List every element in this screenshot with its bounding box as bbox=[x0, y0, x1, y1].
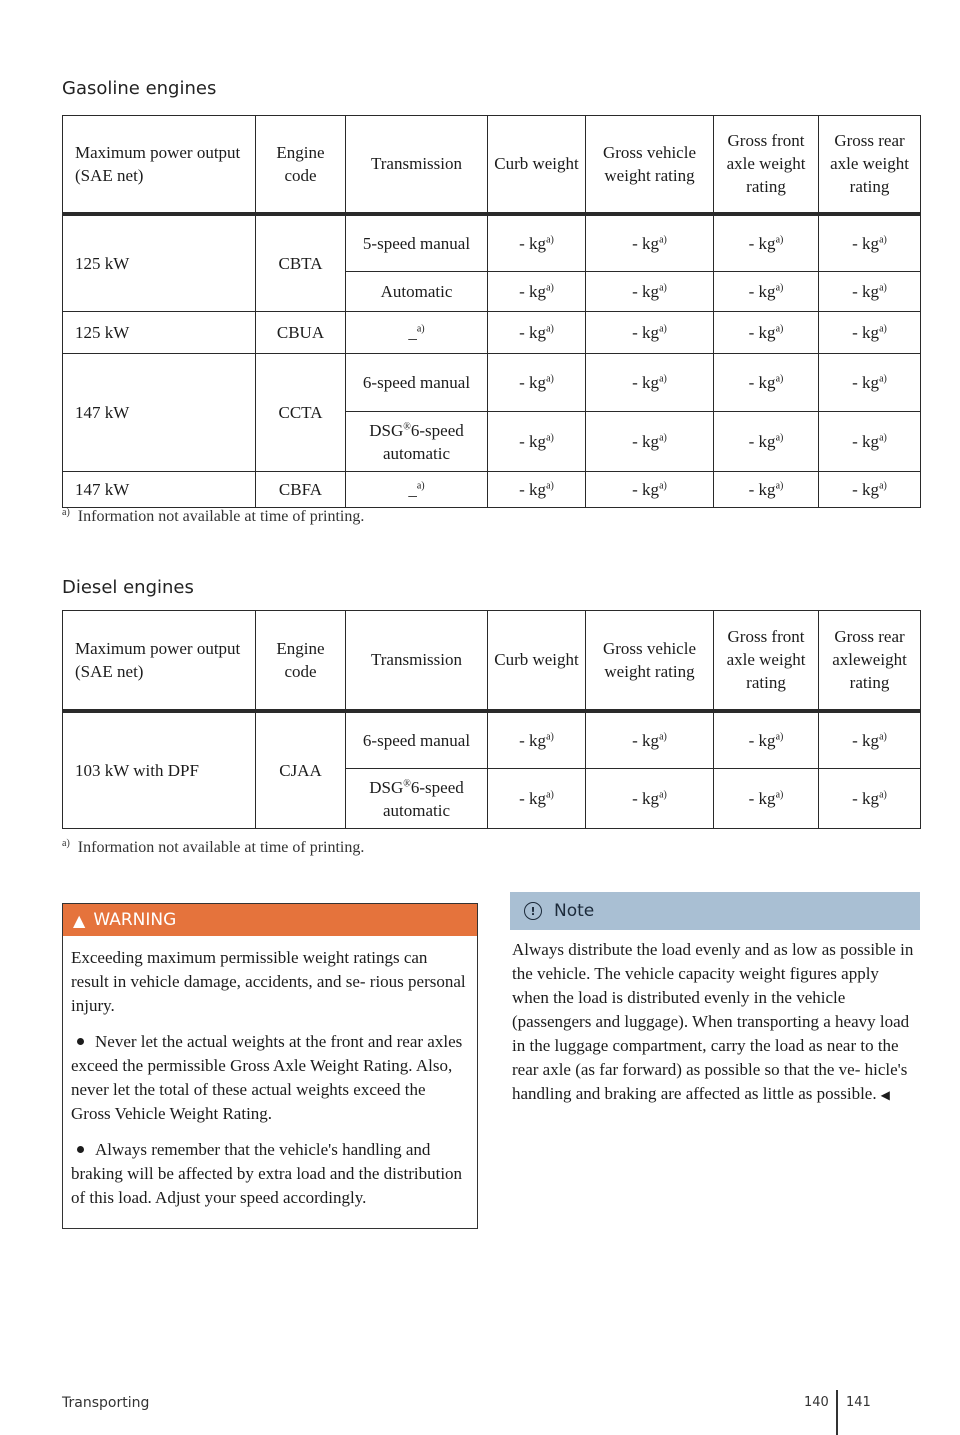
note-text: Always distribute the load evenly and as low as possible in the vehicle. The vehicle capacity weight figures apply when the load is distributed evenly in the vehicle (passengers and luggage). When transporting a heavy load in the luggage compartment, carry the load as near to the rear axle (as far forward) as possible so that the ve- hicle's handling and braking are affected as little as possible. bbox=[512, 940, 914, 1103]
curb-weight-cell: - $kg^{a)}$ bbox=[488, 412, 586, 472]
transmission-cell: 5-speed manual bbox=[346, 214, 488, 272]
curb-weight-cell: - $kg^{a)}$ bbox=[488, 312, 586, 354]
curb-weight-cell: - $kg^{a)}$ bbox=[488, 711, 586, 769]
engine-code-cell: CBUA bbox=[256, 312, 346, 354]
warning-intro: Exceeding maximum permissible weight ratings can result in vehicle damage, accidents, and se- rious personal injury. bbox=[71, 948, 466, 1015]
bullet-icon bbox=[77, 1146, 84, 1153]
diesel-footnote: $^{a)}$ Information not available at time of printing. bbox=[62, 837, 365, 856]
table-row bbox=[63, 472, 921, 508]
front-axle-cell: - $kg^{a)}$ bbox=[714, 769, 819, 829]
rear-axle-cell: - $kg^{a)}$ bbox=[819, 272, 921, 312]
col-header-front-axle: Gross front axle weight rating bbox=[714, 611, 819, 711]
col-header-front-axle: Gross front axle weight rating bbox=[714, 116, 819, 214]
transmission-cell: Automatic bbox=[346, 272, 488, 312]
warning-header bbox=[63, 904, 477, 936]
rear-axle-cell: - $kg^{a)}$ bbox=[819, 312, 921, 354]
col-header-curb-weight: Curb weight bbox=[488, 611, 586, 711]
gvwr-cell: - $kg^{a)}$ bbox=[586, 412, 714, 472]
warning-body bbox=[63, 936, 477, 1228]
transmission-cell: 6-speed manual bbox=[346, 711, 488, 769]
diesel-engines-table bbox=[62, 610, 921, 829]
col-header-rear-axle: Gross rear axle weight rating bbox=[819, 116, 921, 214]
table-row bbox=[63, 354, 921, 412]
note-title: Note bbox=[554, 901, 595, 921]
rear-axle-cell: - $kg^{a)}$ bbox=[819, 214, 921, 272]
gvwr-cell: - $kg^{a)}$ bbox=[586, 272, 714, 312]
warning-bullet: Always remember that the vehicle's handling and braking will be affected by extra load and the distribution of this load. Adjust your speed accordingly. bbox=[71, 1140, 463, 1207]
note-body bbox=[510, 930, 920, 1107]
rear-axle-cell: - $kg^{a)}$ bbox=[819, 769, 921, 829]
gasoline-footnote: $^{a)}$ Information not available at time of printing. bbox=[62, 506, 365, 525]
transmission-cell: 6-speed manual bbox=[346, 354, 488, 412]
engine-code-cell: CBFA bbox=[256, 472, 346, 508]
note-header bbox=[510, 892, 920, 930]
transmission-cell: DSG®6-speed automatic bbox=[346, 412, 488, 472]
curb-weight-cell: - $kg^{a)}$ bbox=[488, 769, 586, 829]
table-row bbox=[63, 214, 921, 272]
warning-box bbox=[62, 903, 478, 1229]
gasoline-engines-table bbox=[62, 115, 921, 508]
info-icon: ! bbox=[524, 902, 542, 920]
table-row bbox=[63, 312, 921, 354]
col-header-power: Maximum power output (SAE net) bbox=[63, 611, 256, 711]
table-row bbox=[63, 711, 921, 769]
table-header-row bbox=[63, 611, 921, 711]
transmission-cell: _$^{a)}$ bbox=[346, 312, 488, 354]
rear-axle-cell: - $kg^{a)}$ bbox=[819, 711, 921, 769]
gvwr-cell: - $kg^{a)}$ bbox=[586, 711, 714, 769]
col-header-transmission: Transmission bbox=[346, 116, 488, 214]
power-cell: 125 kW bbox=[63, 214, 256, 312]
page-separator bbox=[836, 1390, 838, 1435]
power-cell: 103 kW with DPF bbox=[63, 711, 256, 829]
col-header-transmission: Transmission bbox=[346, 611, 488, 711]
curb-weight-cell: - $kg^{a)}$ bbox=[488, 354, 586, 412]
front-axle-cell: - $kg^{a)}$ bbox=[714, 354, 819, 412]
gvwr-cell: - $kg^{a)}$ bbox=[586, 312, 714, 354]
col-header-engine-code: Engine code bbox=[256, 611, 346, 711]
power-cell: 147 kW bbox=[63, 354, 256, 472]
footer-section-name: Transporting bbox=[62, 1395, 150, 1411]
diesel-engines-title: Diesel engines bbox=[62, 577, 194, 598]
gvwr-cell: - $kg^{a)}$ bbox=[586, 472, 714, 508]
section-end-icon: ◀ bbox=[880, 1088, 890, 1102]
table-header-row bbox=[63, 116, 921, 214]
page-number-right: 141 bbox=[846, 1395, 871, 1410]
gasoline-engines-title: Gasoline engines bbox=[62, 78, 217, 99]
note-box bbox=[510, 892, 920, 1107]
curb-weight-cell: - $kg^{a)}$ bbox=[488, 272, 586, 312]
bullet-icon bbox=[77, 1038, 84, 1045]
col-header-rear-axle: Gross rear axleweight rating bbox=[819, 611, 921, 711]
rear-axle-cell: - $kg^{a)}$ bbox=[819, 354, 921, 412]
power-cell: 125 kW bbox=[63, 312, 256, 354]
front-axle-cell: - $kg^{a)}$ bbox=[714, 214, 819, 272]
curb-weight-cell: - $kg^{a)}$ bbox=[488, 472, 586, 508]
curb-weight-cell: - $kg^{a)}$ bbox=[488, 214, 586, 272]
gvwr-cell: - $kg^{a)}$ bbox=[586, 354, 714, 412]
col-header-curb-weight: Curb weight bbox=[488, 116, 586, 214]
col-header-engine-code: Engine code bbox=[256, 116, 346, 214]
col-header-gvwr: Gross vehicle weight rating bbox=[586, 116, 714, 214]
transmission-cell: _$^{a)}$ bbox=[346, 472, 488, 508]
power-cell: 147 kW bbox=[63, 472, 256, 508]
col-header-power: Maximum power output (SAE net) bbox=[63, 116, 256, 214]
engine-code-cell: CCTA bbox=[256, 354, 346, 472]
front-axle-cell: - $kg^{a)}$ bbox=[714, 711, 819, 769]
gvwr-cell: - $kg^{a)}$ bbox=[586, 769, 714, 829]
warning-title: WARNING bbox=[93, 910, 177, 930]
rear-axle-cell: - $kg^{a)}$ bbox=[819, 472, 921, 508]
front-axle-cell: - $kg^{a)}$ bbox=[714, 312, 819, 354]
rear-axle-cell: - $kg^{a)}$ bbox=[819, 412, 921, 472]
front-axle-cell: - $kg^{a)}$ bbox=[714, 412, 819, 472]
engine-code-cell: CBTA bbox=[256, 214, 346, 312]
col-header-gvwr: Gross vehicle weight rating bbox=[586, 611, 714, 711]
warning-bullet: Never let the actual weights at the front and rear axles exceed the permissible Gross Axle Weight Rating. Also, never let the total of these actual weights exceed the Gross Vehicle Weight Rating. bbox=[71, 1032, 463, 1123]
gvwr-cell: - $kg^{a)}$ bbox=[586, 214, 714, 272]
front-axle-cell: - $kg^{a)}$ bbox=[714, 272, 819, 312]
engine-code-cell: CJAA bbox=[256, 711, 346, 829]
page-number-left: 140 bbox=[804, 1395, 829, 1410]
front-axle-cell: - $kg^{a)}$ bbox=[714, 472, 819, 508]
transmission-cell: DSG®6-speed automatic bbox=[346, 769, 488, 829]
warning-triangle-icon: ▲ bbox=[73, 910, 86, 930]
